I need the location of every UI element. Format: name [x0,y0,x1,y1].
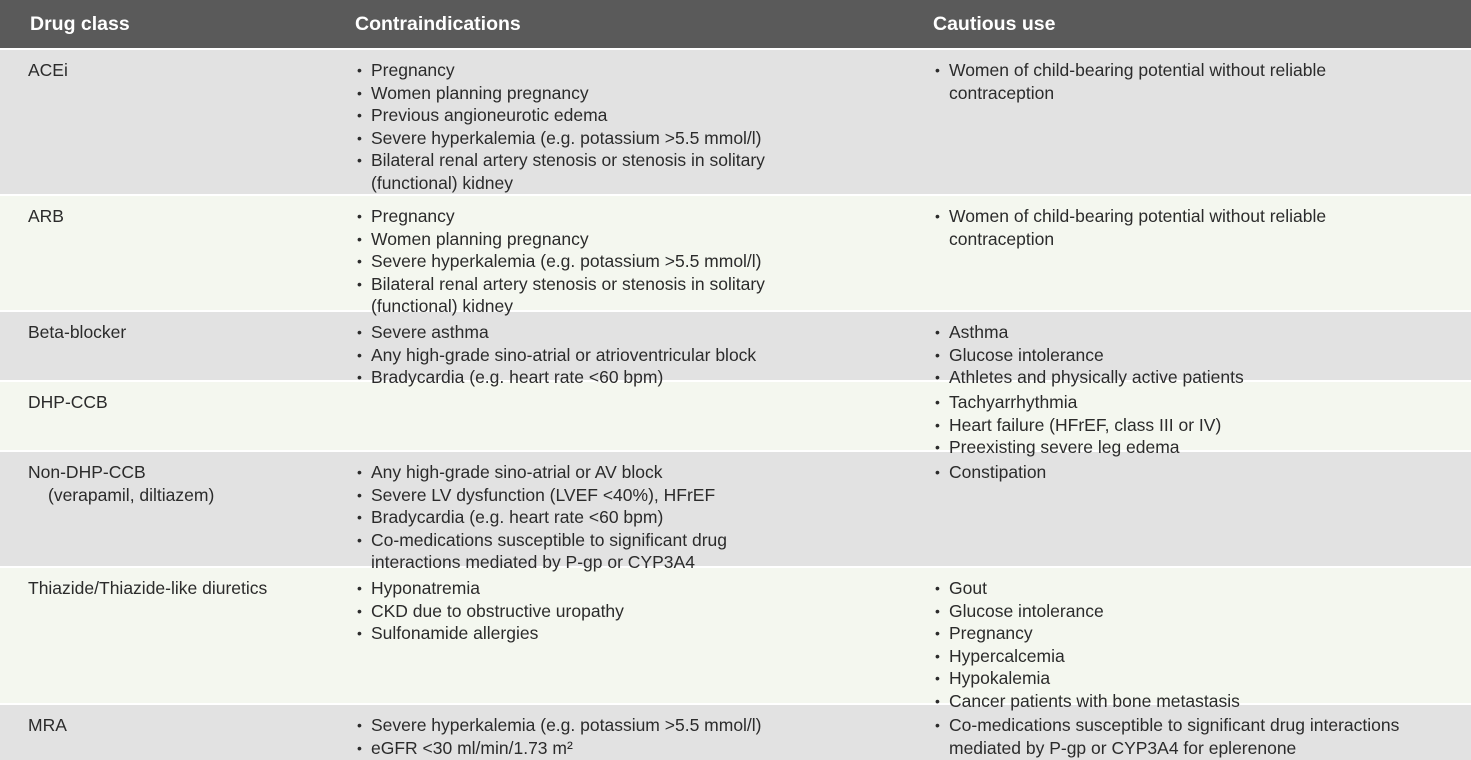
cautious-use-cell [933,577,1471,711]
list-item: • Previous angioneurotic edema [355,104,933,127]
contraindications-cell [355,577,933,703]
list-item: • Heart failure (HFrEF, class III or IV) [933,414,1451,437]
drug-class-cell: MRA [28,715,67,735]
list-item: • Severe asthma [355,321,933,344]
list-item: • Women of child-bearing potential without reliable contraception [933,59,1389,104]
list-item: • Sulfonamide allergies [355,622,933,645]
list-item: • Women of child-bearing potential without reliable contraception [933,205,1389,250]
table-row-acei [0,50,1471,196]
list-item: • Hypokalemia [933,667,1451,690]
contraindications-cell [355,321,933,387]
drug-class-cell: Thiazide/Thiazide-like diuretics [28,578,268,598]
list-item: • Tachyarrhythmia [933,391,1451,414]
list-item: • Any high-grade sino-atrial or AV block [355,461,933,484]
list-item: • eGFR <30 ml/min/1.73 m² [355,737,933,760]
table-row-arb [0,196,1471,316]
list-item: • Pregnancy [355,59,933,82]
contraindications-cell [355,461,933,572]
header-contraindications: Contraindications [355,12,521,35]
list-item: • Any high-grade sino-atrial or atrioventricular block [355,344,933,367]
contraindications-cell [355,714,933,760]
list-item: • Women planning pregnancy [355,82,933,105]
drug-class-name: Non-DHP-CCB [28,462,146,482]
list-item: • Glucose intolerance [933,344,1451,367]
list-item: • Bradycardia (e.g. heart rate <60 bpm) [355,366,933,389]
drug-class-subtitle: (verapamil, diltiazem) [48,484,215,505]
list-item: • Preexisting severe leg edema [933,436,1451,459]
list-item: • Pregnancy [933,622,1451,645]
list-item: • Asthma [933,321,1451,344]
contraindications-cell [355,205,933,316]
list-item: • Glucose intolerance [933,600,1451,623]
contraindications-cell [355,59,933,194]
list-item: • Women planning pregnancy [355,228,933,251]
list-item: • Athletes and physically active patients [933,366,1451,389]
cautious-use-cell [933,714,1471,760]
table-row-non-dhp-ccb [0,452,1471,572]
table-row-thiazide [0,568,1471,711]
table-row-beta-blocker [0,312,1471,387]
drug-class-cell: ARB [28,206,64,226]
list-item: • Cancer patients with bone metastasis [933,690,1451,713]
list-item: • CKD due to obstructive uropathy [355,600,933,623]
list-item: • Hypercalcemia [933,645,1451,668]
list-item: • Bradycardia (e.g. heart rate <60 bpm) [355,506,933,529]
list-item: • Severe hyperkalemia (e.g. potassium >5.5 mmol/l) [355,250,933,273]
list-item: • Pregnancy [355,205,933,228]
header-cautious-use: Cautious use [933,12,1056,35]
list-item: • Severe hyperkalemia (e.g. potassium >5.5 mmol/l) [355,714,933,737]
contraindications-cell [355,391,933,450]
table-row-mra [0,705,1471,760]
drug-class-cell [0,461,355,566]
list-item: • Severe LV dysfunction (LVEF <40%), HFrEF [355,484,933,507]
list-item: • Severe hyperkalemia (e.g. potassium >5.5 mmol/l) [355,127,933,150]
header-drug-class: Drug class [30,12,130,35]
drug-class-cell: Beta-blocker [28,322,127,342]
drug-class-cell: ACEi [28,60,68,80]
list-item: • Bilateral renal artery stenosis or stenosis in solitary (functional) kidney [355,149,811,194]
table-header [0,0,1471,50]
cautious-use-cell [933,59,1471,194]
cautious-use-cell [933,321,1471,387]
table-row-dhp-ccb [0,382,1471,457]
list-item: • Co-medications susceptible to significant drug interactions mediated by P-gp or CYP3A4 [355,529,791,574]
cautious-use-cell [933,205,1471,310]
drug-class-cell: DHP-CCB [28,392,108,412]
list-item: • Co-medications susceptible to significant drug interactions mediated by P-gp or CYP3A4 for eplerenone [933,714,1449,759]
list-item: • Hyponatremia [355,577,933,600]
list-item: • Constipation [933,461,1451,484]
list-item: • Gout [933,577,1451,600]
cautious-use-cell [933,461,1471,566]
cautious-use-cell [933,391,1471,457]
list-item: • Bilateral renal artery stenosis or stenosis in solitary (functional) kidney [355,273,811,318]
